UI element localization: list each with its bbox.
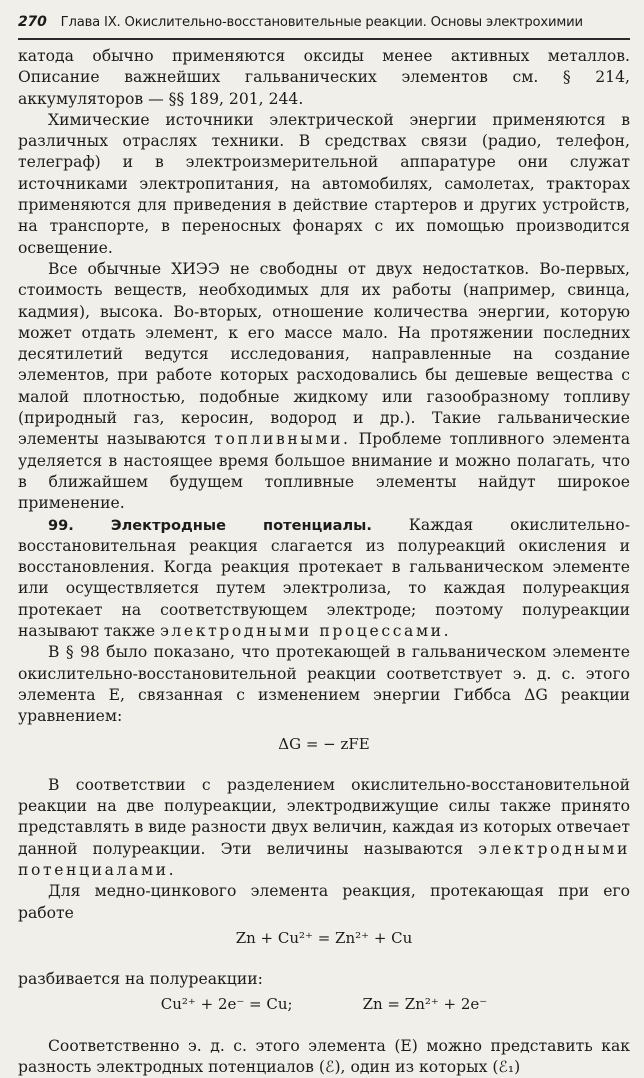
- section-title: 99. Электродные потенциалы.: [48, 516, 372, 534]
- paragraph-fuel-cells-text-2: Проблеме топливного элемента уделяется в настоящее время большое внимание и можно полагать, что в ближайшем будущем топливные элементы найдут широкое применение.: [18, 430, 630, 513]
- formula-cell-reaction: Zn + Cu²⁺ = Zn²⁺ + Cu: [235, 928, 413, 947]
- paragraph-half-reactions: Каждая окислительно-восстановительная реакция слагается из полуреакций окисления и восстановления. Когда реакция протекает в гальваническом элементе или осуществляется путем электролиза, то каждая полуреакция протекает на соответствующем электроде; поэтому полуреакции называют также: [18, 515, 630, 641]
- formula-zinc-half: Zn = Zn²⁺ + 2e⁻: [362, 995, 488, 1014]
- formula-half-reactions: [18, 994, 630, 1015]
- page-number: 270: [18, 14, 47, 30]
- paragraph-fuel-cells-text: Все обычные ХИЭЭ не свободны от двух недостатков. Во-первых, стоимость веществ, необходимых для их работы (например, свинца, кадмия), высока. Во-вторых, отношение количества энергии, которую может отдать элемент, к его массе мало. На протяжении последних десятилетий ведутся исследования, направленные на создание элементов, при работе которых расходовались бы дешевые вещества с малой плотностью, подобные жидкому или газообразному топливу (природный газ, керосин, водород и др.). Такие гальванические элементы называются: [18, 259, 630, 449]
- paragraph-copper-zinc: Для медно-цинкового элемента реакция, протекающая при его работе: [18, 882, 630, 922]
- paragraph-final: Соответственно э. д. с. этого элемента (E) можно представить как разность электродных потенциалов (ℰ), один из которых (ℰ₁): [18, 1036, 630, 1077]
- paragraph-applications: Химические источники электрической энергии применяются в различных отраслях техники. В средствах связи (радио, телефон, телеграф) и в электроизмерительной аппаратуре они служат источниками электропитания, на автомобилях, самолетах, тракторах применяются для приведения в действие стартеров и других устройств, на транспорте, в переносных фонарях с их помощью производится освещение.: [18, 110, 630, 257]
- formula-gibbs: ΔG = − zFE: [278, 734, 370, 753]
- formula-copper-half: Cu²⁺ + 2e⁻ = Cu;: [160, 995, 293, 1014]
- paragraph-electrode-potentials: [18, 775, 630, 881]
- term-fuel-cells: топливными.: [214, 430, 351, 449]
- paragraph-continuation: катода обычно применяются оксиды менее активных металлов. Описание важнейших гальванических элементов см. § 214, аккумуляторов — §§ 189, 201, 244.: [18, 47, 630, 108]
- term-electrode-processes: электродными процессами.: [160, 622, 452, 641]
- term-electrode-potentials: электродными потенциалами.: [18, 839, 630, 879]
- paragraph-emf: В § 98 было показано, что протекающей в гальваническом элементе окислительно-восстановительной реакции соответствует э. д. с. этого элемента E, связанная с изменением энергии Гиббса ΔG реакции уравнением:: [18, 643, 630, 726]
- paragraph-electrode-potentials-text: В соответствии с разделением окислительно-восстановительной реакции на две полуреакции, электродвижущие силы также принято представлять в виде разности двух величин, каждая из которых отвечает данной полуреакции. Эти величины называются: [18, 775, 630, 858]
- paragraph-fuel-cells: [18, 259, 630, 515]
- running-title: Глава IX. Окислительно-восстановительные реакции. Основы электрохимии: [60, 15, 583, 30]
- paragraph-split: разбивается на полуреакции:: [18, 970, 263, 989]
- page-body: [18, 46, 630, 1078]
- paragraph-section-99: [18, 515, 630, 643]
- running-header: [18, 14, 630, 40]
